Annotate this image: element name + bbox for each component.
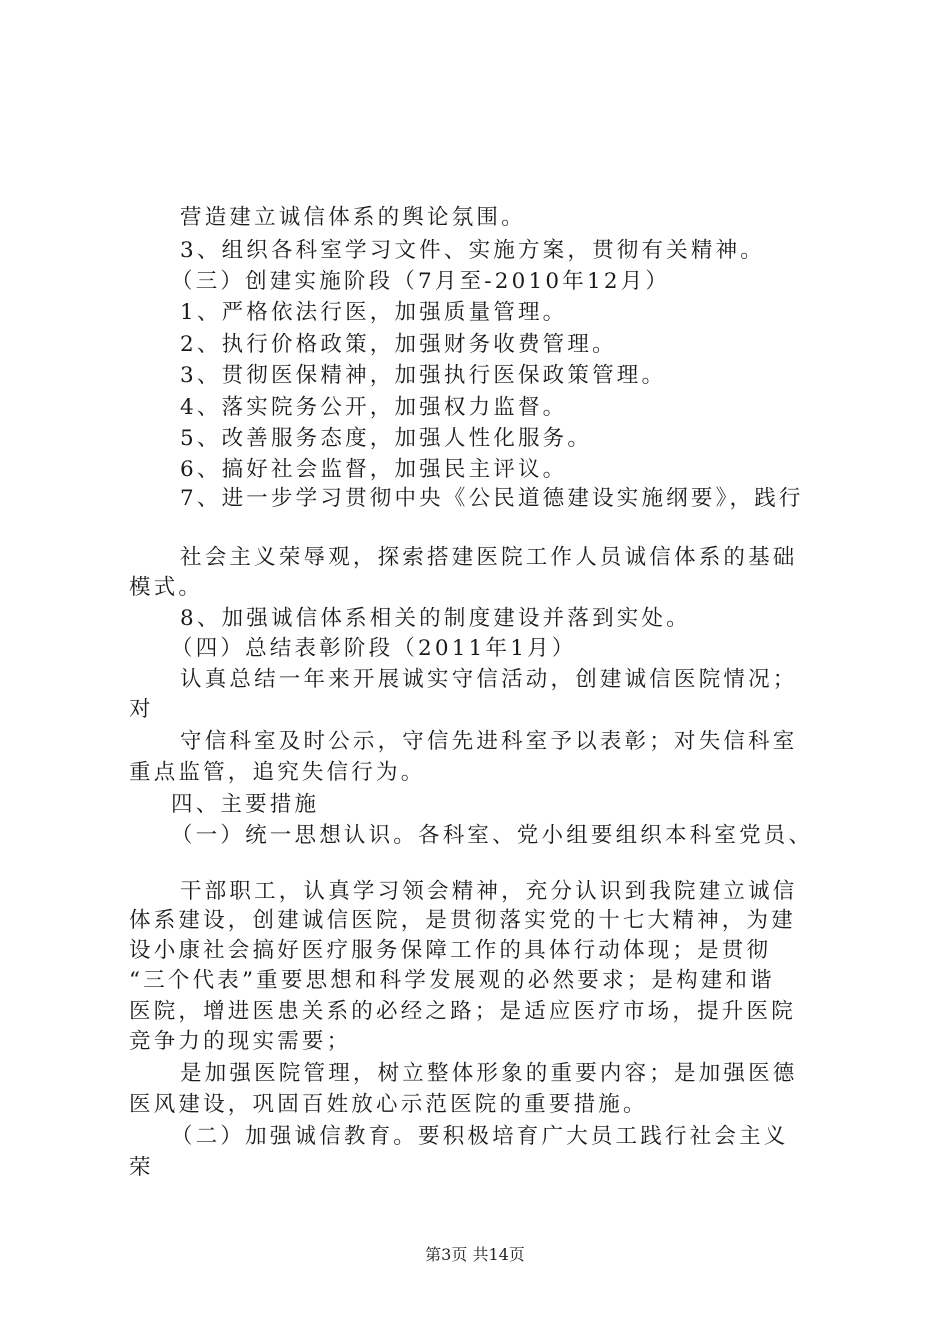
paragraph-line: 设小康社会搞好医疗服务保障工作的具体行动体现；是贯彻 xyxy=(129,938,772,963)
paragraph-line: 3、组织各科室学习文件、实施方案，贯彻有关精神。 xyxy=(180,238,765,263)
paragraph-line: 竞争力的现实需要； xyxy=(129,1029,352,1054)
paragraph-line: 医院，增进医患关系的必经之路；是适应医疗市场，提升医院 xyxy=(129,999,796,1024)
paragraph-line: 营造建立诚信体系的舆论氛围。 xyxy=(180,205,526,230)
paragraph-line: 荣 xyxy=(129,1155,154,1180)
paragraph-line: “三个代表”重要思想和科学发展观的必然要求；是构建和谐 xyxy=(129,968,775,993)
paragraph-line: 干部职工，认真学习领会精神，充分认识到我院建立诚信 xyxy=(180,879,798,904)
paragraph-line: 模式。 xyxy=(129,575,204,600)
paragraph-line: 体系建设，创建诚信医院，是贯彻落实党的十七大精神，为建 xyxy=(129,908,796,933)
section-heading: 四、主要措施 xyxy=(171,792,320,817)
list-item: 1、严格依法行医，加强质量管理。 xyxy=(180,300,568,325)
paragraph-line: 医风建设，巩固百姓放心示范医院的重要措施。 xyxy=(129,1092,648,1117)
list-item: 2、执行价格政策，加强财务收费管理。 xyxy=(180,332,617,357)
section-heading: （四）总结表彰阶段（2011年1月） xyxy=(171,636,577,661)
list-item: 3、贯彻医保精神，加强执行医保政策管理。 xyxy=(180,363,667,388)
list-item: 8、加强诚信体系相关的制度建设并落到实处。 xyxy=(180,606,691,631)
list-item: 7、进一步学习贯彻中央《公民道德建设实施纲要》，践行 xyxy=(180,486,804,511)
paragraph-line: 是加强医院管理，树立整体形象的重要内容；是加强医德 xyxy=(180,1061,798,1086)
list-item: 5、改善服务态度，加强人性化服务。 xyxy=(180,426,593,451)
paragraph-line: （一）统一思想认识。各科室、党小组要组织本科室党员、 xyxy=(171,823,814,848)
paragraph-line: 社会主义荣辱观，探索搭建医院工作人员诚信体系的基础 xyxy=(180,545,798,570)
list-item: 4、落实院务公开，加强权力监督。 xyxy=(180,395,568,420)
page-number: 第3页 共14页 xyxy=(425,1245,525,1264)
paragraph-line: 认真总结一年来开展诚实守信活动，创建诚信医院情况； xyxy=(180,667,798,692)
section-heading: （三）创建实施阶段（7月至-2010年12月） xyxy=(171,269,671,294)
paragraph-line: 对 xyxy=(129,697,154,722)
paragraph-line: （二）加强诚信教育。要积极培育广大员工践行社会主义 xyxy=(171,1124,789,1149)
paragraph-line: 守信科室及时公示，守信先进科室予以表彰；对失信科室 xyxy=(180,729,798,754)
list-item: 6、搞好社会监督，加强民主评议。 xyxy=(180,457,568,482)
paragraph-line: 重点监管，追究失信行为。 xyxy=(129,760,426,785)
